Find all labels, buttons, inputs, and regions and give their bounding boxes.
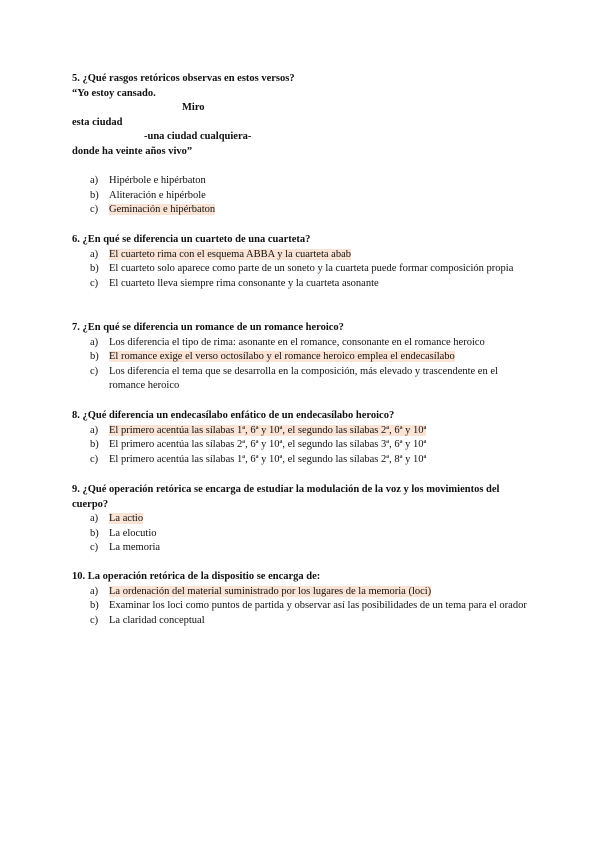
question-title: 8. ¿Qué diferencia un endecasílabo enfático de un endecasílabo heroico? xyxy=(72,410,395,421)
question-5-options xyxy=(72,174,532,218)
question-title: 10. La operación retórica de la dispositio se encarga de: xyxy=(72,571,321,582)
answer-option-selected[interactable]: a) El cuarteto rima con el esquema ABBA y la cuarteta abab xyxy=(90,248,351,260)
question-9 xyxy=(72,483,532,556)
question-8 xyxy=(72,409,532,467)
answer-option-selected[interactable]: a) La ordenación del material suministrado por los lugares de la memoria (loci) xyxy=(90,585,432,597)
answer-option[interactable]: b) Examinar los loci como puntos de partida y observar así las posibilidades de un tema para el orador xyxy=(90,600,527,611)
verse-line: -una ciudad cualquiera- xyxy=(144,131,252,142)
answer-option[interactable]: c) La claridad conceptual xyxy=(90,614,205,626)
question-5 xyxy=(72,72,532,159)
answer-option[interactable]: b) Aliteración e hipérbole xyxy=(90,189,206,201)
answer-option[interactable]: b) La elocutio xyxy=(90,527,157,539)
answer-option[interactable]: c) La memoria xyxy=(90,542,161,553)
question-title: 5. ¿Qué rasgos retóricos observas en estos versos? xyxy=(72,73,295,84)
verse-line: esta ciudad xyxy=(72,116,123,128)
answer-option[interactable]: a) Hipérbole e hipérbaton xyxy=(90,175,206,186)
verse-line: donde ha veinte años vivo” xyxy=(72,145,193,157)
answer-option[interactable]: a) Los diferencia el tipo de rima: asonante en el romance, consonante en el romance heroico xyxy=(90,336,485,348)
answer-option-selected[interactable]: b) El romance exige el verso octosílabo y el romance heroico emplea el endecasílabo xyxy=(90,351,455,362)
answer-option[interactable]: c) Los diferencia el tema que se desarrolla en la composición, más elevado y trascendente en el romance heroico xyxy=(90,365,498,391)
question-title: 6. ¿En qué se diferencia un cuarteto de una cuarteta? xyxy=(72,234,311,245)
answer-option[interactable]: b) El cuarteto solo aparece como parte de un soneto y la cuarteta puede formar composición propia xyxy=(90,263,514,274)
answer-option-selected[interactable]: a) El primero acentúa las sílabas 1ª, 6ª y 10ª, el segundo las sílabas 2ª, 6ª y 10ª xyxy=(90,424,427,436)
answer-option-selected[interactable]: a) La actio xyxy=(90,513,144,524)
question-10 xyxy=(72,570,532,628)
question-title: 9. ¿Qué operación retórica se encarga de estudiar la modulación de la voz y los movimientos del cuerpo? xyxy=(72,484,500,510)
question-6 xyxy=(72,233,532,291)
verse-line: “Yo estoy cansado. xyxy=(72,87,156,99)
verse-line: Miro xyxy=(182,102,205,113)
answer-option[interactable]: c) El primero acentúa las sílabas 1ª, 6ª y 10ª, el segundo las sílabas 2ª, 8ª y 10ª xyxy=(90,453,427,465)
question-7 xyxy=(72,321,532,394)
answer-option[interactable]: b) El primero acentúa las sílabas 2ª, 6ª y 10ª, el segundo las sílabas 3ª, 6ª y 10ª xyxy=(90,439,427,450)
answer-option-selected[interactable]: c) Geminación e hipérbaton xyxy=(90,204,216,215)
question-title: 7. ¿En qué se diferencia un romance de un romance heroico? xyxy=(72,322,344,333)
answer-option[interactable]: c) El cuarteto lleva siempre rima consonante y la cuarteta asonante xyxy=(90,277,379,289)
